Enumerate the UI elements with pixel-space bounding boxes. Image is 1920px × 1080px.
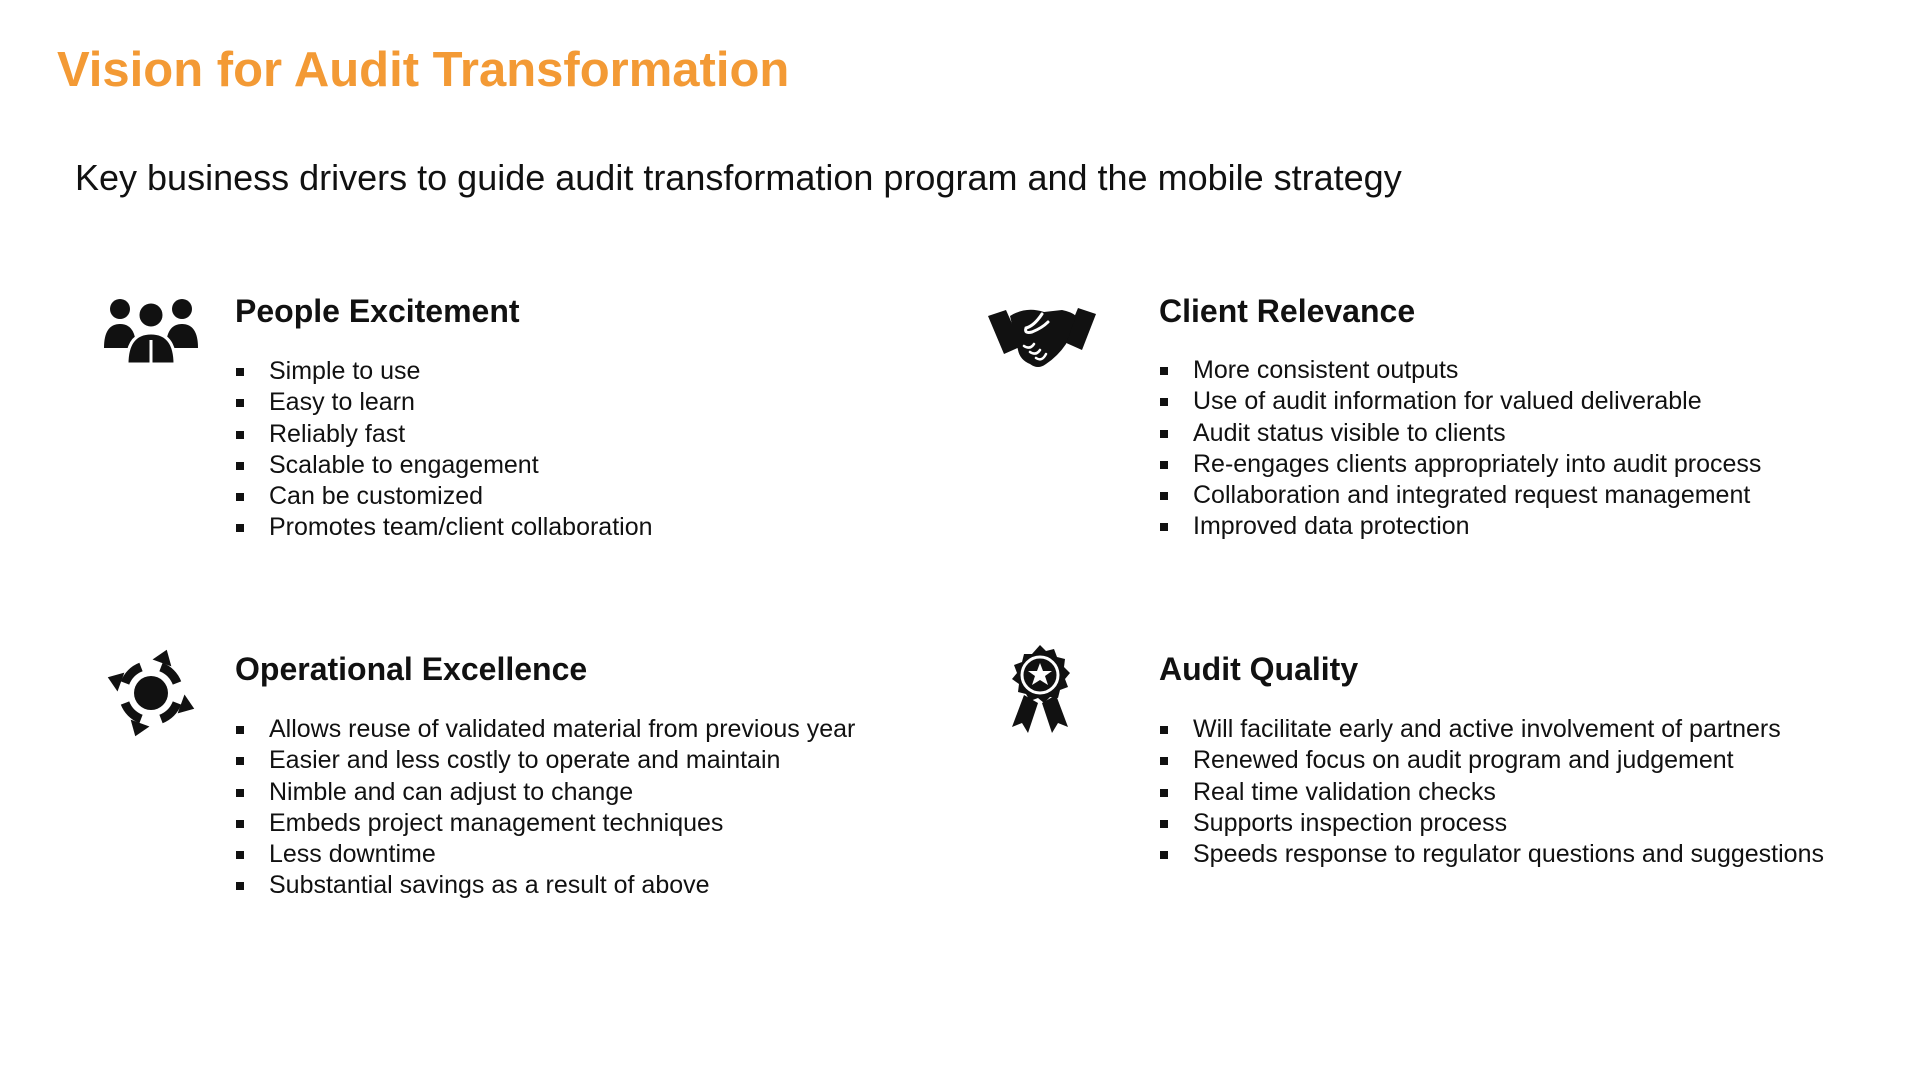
list-item: Will facilitate early and active involvement of partners — [1158, 714, 1824, 745]
list-item: More consistent outputs — [1158, 355, 1761, 386]
list-item: Real time validation checks — [1158, 777, 1824, 808]
bullet-square-icon — [1160, 398, 1168, 406]
list-item: Re-engages clients appropriately into audit process — [1158, 449, 1761, 480]
bullet-list — [234, 356, 653, 544]
people-group-icon — [103, 296, 199, 364]
list-item: Reliably fast — [234, 419, 653, 450]
bullet-list — [1158, 355, 1761, 543]
bullet-square-icon — [1160, 461, 1168, 469]
section-heading: People Excitement — [235, 293, 520, 329]
section-audit-quality — [1006, 645, 1886, 905]
bullet-square-icon — [236, 524, 244, 532]
list-item: Supports inspection process — [1158, 808, 1824, 839]
handshake-icon — [986, 302, 1098, 370]
bullet-square-icon — [1160, 851, 1168, 859]
bullet-square-icon — [1160, 523, 1168, 531]
bullet-square-icon — [236, 399, 244, 407]
bullet-square-icon — [1160, 789, 1168, 797]
bullet-square-icon — [236, 462, 244, 470]
slide-subtitle: Key business drivers to guide audit transformation program and the mobile strategy — [75, 157, 1402, 198]
list-item: Audit status visible to clients — [1158, 418, 1761, 449]
bullet-square-icon — [1160, 367, 1168, 375]
list-item: Nimble and can adjust to change — [234, 777, 855, 808]
list-item: Use of audit information for valued deliverable — [1158, 386, 1761, 417]
bullet-list — [1158, 714, 1824, 870]
list-item: Promotes team/client collaboration — [234, 512, 653, 543]
list-item: Easier and less costly to operate and maintain — [234, 745, 855, 776]
list-item: Simple to use — [234, 356, 653, 387]
list-item: Easy to learn — [234, 387, 653, 418]
bullet-square-icon — [1160, 492, 1168, 500]
bullet-square-icon — [236, 368, 244, 376]
section-people-excitement — [103, 293, 923, 556]
bullet-square-icon — [236, 431, 244, 439]
list-item: Scalable to engagement — [234, 450, 653, 481]
bullet-list — [234, 714, 855, 902]
bullet-square-icon — [236, 851, 244, 859]
bullet-square-icon — [236, 789, 244, 797]
list-item: Speeds response to regulator questions and suggestions — [1158, 839, 1824, 870]
bullet-square-icon — [1160, 430, 1168, 438]
bullet-square-icon — [236, 820, 244, 828]
cycle-arrows-icon — [103, 645, 199, 741]
bullet-square-icon — [236, 882, 244, 890]
slide-title: Vision for Audit Transformation — [57, 43, 790, 97]
section-heading: Audit Quality — [1159, 651, 1359, 687]
bullet-square-icon — [236, 726, 244, 734]
bullet-square-icon — [1160, 726, 1168, 734]
list-item: Substantial savings as a result of above — [234, 870, 855, 901]
list-item: Collaboration and integrated request management — [1158, 480, 1761, 511]
bullet-square-icon — [236, 493, 244, 501]
list-item: Improved data protection — [1158, 511, 1761, 542]
list-item: Renewed focus on audit program and judgement — [1158, 745, 1824, 776]
award-ribbon-icon — [1006, 645, 1074, 733]
list-item: Allows reuse of validated material from previous year — [234, 714, 855, 745]
section-heading: Client Relevance — [1159, 293, 1416, 329]
section-heading: Operational Excellence — [235, 651, 588, 687]
list-item: Can be customized — [234, 481, 653, 512]
bullet-square-icon — [1160, 820, 1168, 828]
section-client-relevance — [986, 293, 1886, 556]
bullet-square-icon — [236, 757, 244, 765]
list-item: Less downtime — [234, 839, 855, 870]
section-operational-excellence — [103, 645, 963, 925]
list-item: Embeds project management techniques — [234, 808, 855, 839]
bullet-square-icon — [1160, 757, 1168, 765]
